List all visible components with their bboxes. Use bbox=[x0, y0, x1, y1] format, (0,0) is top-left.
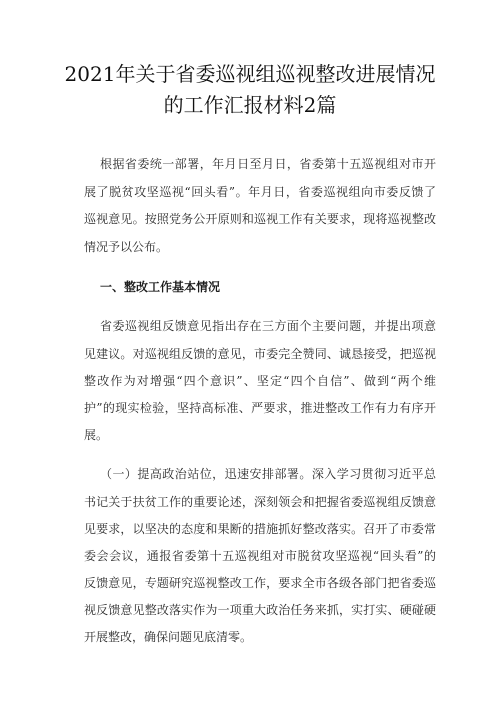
paragraph-1-line-4: 情况予以公布。 bbox=[84, 240, 169, 254]
paragraph-3-line-4: 委会会议，通报省委第十五巡视组对市脱贫攻坚巡视“回头看”的 bbox=[84, 549, 436, 563]
paragraph-2-line-1: 省委巡视组反馈意见指出存在三方面个主要问题，并提出项意 bbox=[100, 319, 436, 333]
paragraph-2-line-2: 见建议。对巡视组反馈的意见，市委完全赞同、诚恳接受，把巡视 bbox=[84, 347, 436, 361]
paragraph-2-line-4: 护”的现实检验，坚持高标准、严要求，推进整改工作有力有序开 bbox=[84, 401, 436, 415]
paragraph-3-line-7: 开展整改，确保问题见底清零。 bbox=[84, 630, 253, 644]
paragraph-3-line-3: 见要求，以坚决的态度和果断的措施抓好整改落实。召开了市委常 bbox=[84, 522, 436, 536]
paragraph-3-line-1: （一）提高政治站位，迅速安排部署。深入学习贯彻习近平总 bbox=[100, 467, 436, 481]
section-heading-1: 一、整改工作基本情况 bbox=[100, 280, 221, 294]
paragraph-1-line-3: 巡视意见。按照党务公开原则和巡视工作有关要求，现将巡视整改 bbox=[84, 212, 436, 226]
document-title-line-2: 的工作汇报材料2篇 bbox=[163, 93, 337, 117]
paragraph-3-line-6: 视反馈意见整改落实作为一项重大政治任务来抓，实打实、硬碰硬 bbox=[84, 603, 436, 617]
paragraph-2-line-5: 展。 bbox=[84, 428, 109, 442]
document-title-line-1: 2021年关于省委巡视组巡视整改进展情况 bbox=[64, 62, 436, 86]
paragraph-2-line-3: 整改作为对增强“四个意识”、坚定“四个自信”、做到“两个维 bbox=[84, 374, 436, 388]
paragraph-1-line-1: 根据省委统一部署，年月日至月日，省委第十五巡视组对市开 bbox=[100, 157, 436, 171]
paragraph-3-line-2: 书记关于扶贫工作的重要论述，深刻领会和把握省委巡视组反馈意 bbox=[84, 495, 436, 509]
paragraph-3-line-5: 反馈意见，专题研究巡视整改工作，要求全市各级各部门把省委巡 bbox=[84, 576, 436, 590]
paragraph-1-line-2: 展了脱贫攻坚巡视“回头看”。年月日，省委巡视组向市委反馈了 bbox=[84, 185, 436, 199]
